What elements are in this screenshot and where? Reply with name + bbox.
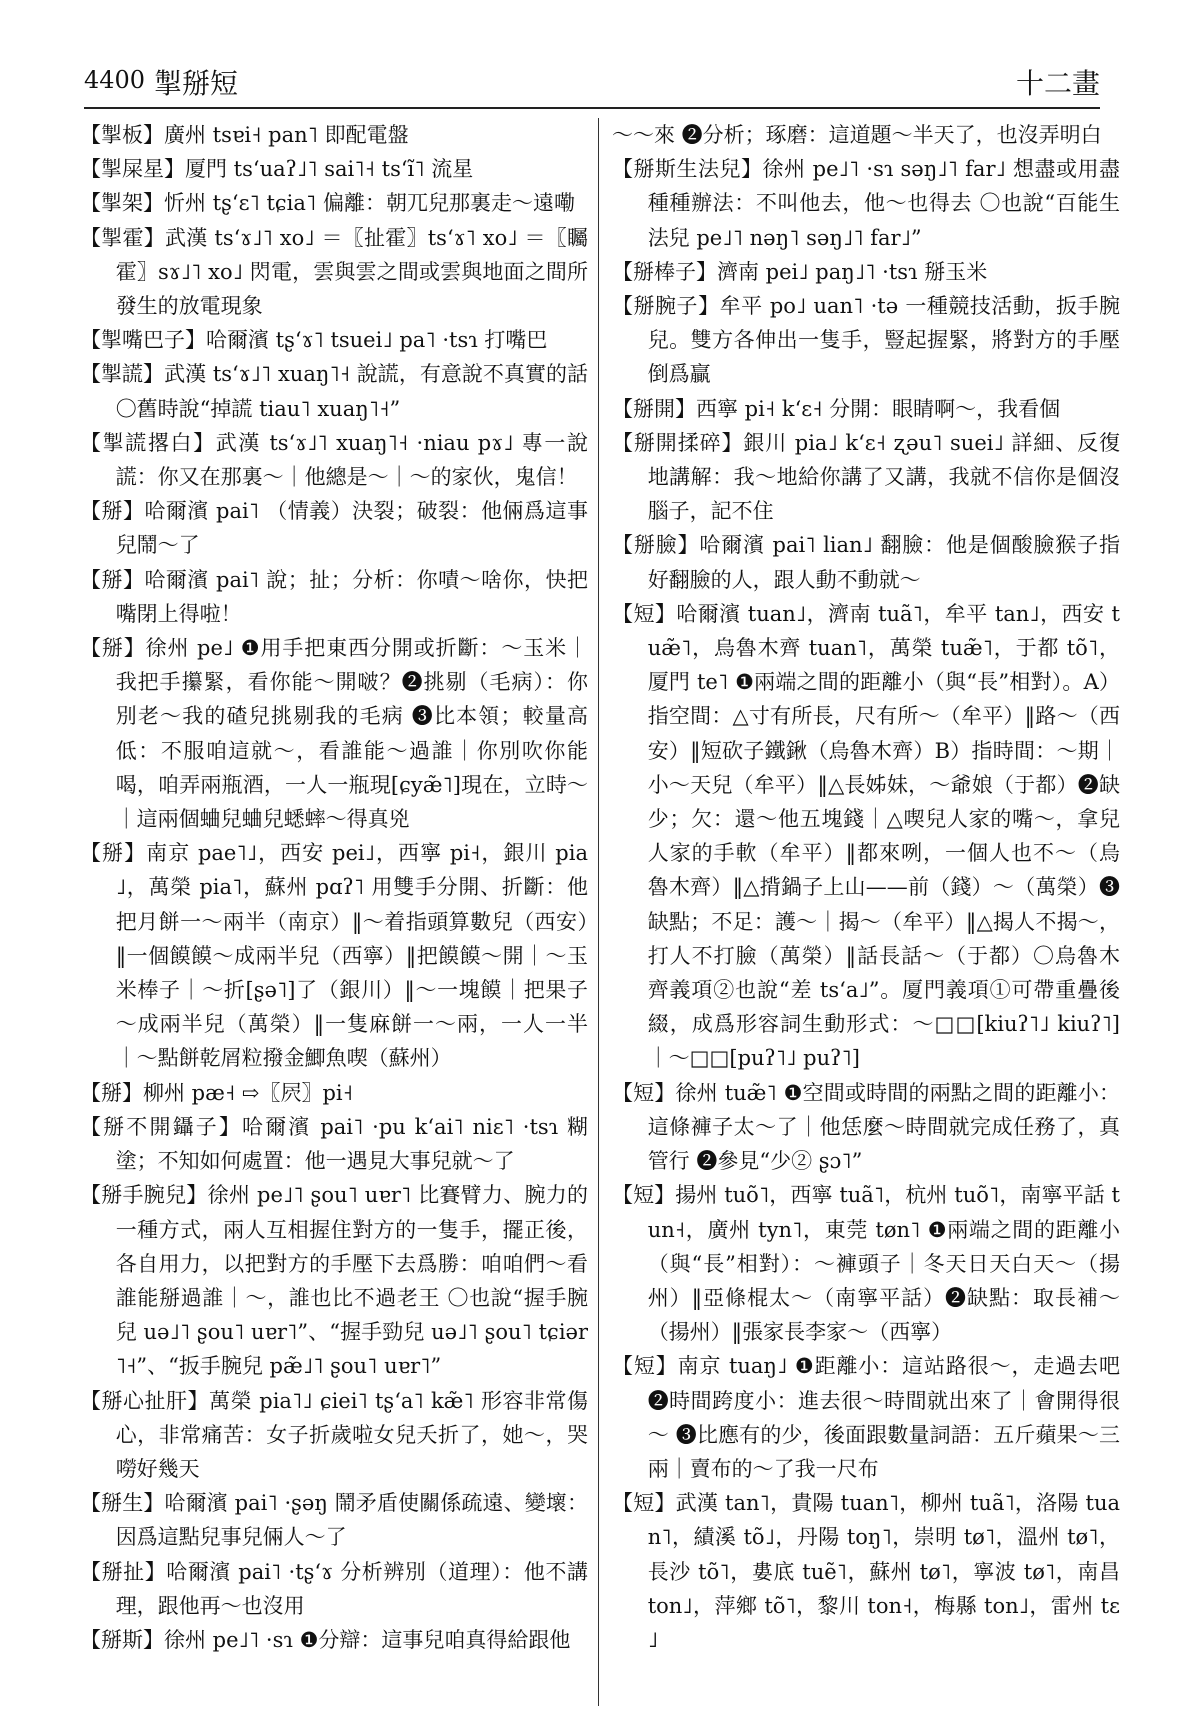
dictionary-entry: 【掰開揉碎】銀川 pia˩ kʻɛ˧ ʐəu˥ suei˩ 詳細、反復地講解：我～地給你講了又講，我就不信你是個沒腦子，記不住 bbox=[612, 430, 1120, 524]
dictionary-entry: 【掰不開鑷子】哈爾濱 pai˥ ·pu kʻai˥ niɛ˥ ·tsɿ 糊塗；不知如何處置：他一遇見大事兒就～了 bbox=[80, 1114, 588, 1174]
dictionary-entry: 【掣霍】武漢 tsʻɤ˩˥ xo˩ ＝〖扯霍〗tsʻɤ˥ xo˩ ＝〖矚霍〗sɤ˩˥ xo˩ 閃電，雲與雲之間或雲與地面之間所發生的放電現象 bbox=[80, 225, 588, 319]
dictionary-entry: 【掰】哈爾濱 pai˥ （情義）決裂；破裂：他倆爲這事兒鬧～了 bbox=[80, 499, 588, 558]
page-header bbox=[84, 60, 1100, 110]
stroke-count: 十二畫 bbox=[1015, 67, 1100, 100]
dictionary-entry: 【短】武漢 tan˥，貴陽 tuan˥，柳州 tuã˥，洛陽 tuan˥，績溪 tõ˩，丹陽 toŋ˥，崇明 tø˥，溫州 tø˥，長沙 tõ˥，婁底 tuẽ˥，蘇州 tø˥，寧波 tø˥，南昌 ton˩，萍鄉 tõ˥，黎川 ton˧，梅縣 ton˩，雷州 tɛ˩ bbox=[612, 1491, 1120, 1652]
dictionary-entry: 【掰】南京 pae˥˩，西安 pei˩，西寧 pi˧，銀川 pia˩，萬榮 pia˥，蘇州 pɑʔ˥ 用雙手分開、折斷：他把月餅一～兩半（南京）‖～着指頭算數兒（西安）‖一個饃饃～成兩半兒（西寧）‖把饃饃～開｜～玉米棒子｜～折[ʂə˥]了（銀川）‖～一塊饃｜把果子～成兩半兒（萬榮）‖一隻麻餅一～兩，一人一半｜～點餅乾屑粒撥金鯽魚喫（蘇州） bbox=[80, 841, 588, 1071]
page-number: 4400 bbox=[84, 66, 146, 94]
dictionary-entry: 【掰扯】哈爾濱 pai˥ ·tʂʻɤ 分析辨別（道理）：他不講理，跟他再～也沒用 bbox=[80, 1559, 588, 1618]
dictionary-entry: 【短】揚州 tuõ˥，西寧 tuã˥，杭州 tuõ˥，南寧平話 tun˧，廣州 tyn˥，東莞 tøn˥ ❶兩端之間的距離小（與“長”相對）：～褲頭子｜冬天日天白天～（揚州）‖亞條棍太～（南寧平話）❷缺點：取長補～（揚州）‖張家長李家～（西寧） bbox=[612, 1183, 1120, 1345]
dictionary-entry: 【掰生】哈爾濱 pai˥ ·ʂəŋ 鬧矛盾使關係疏遠、變壞：因爲這點兒事兒倆人～了 bbox=[80, 1491, 588, 1550]
dictionary-entry: 【掰斯】徐州 pe˩˥ ·sɿ ❶分辯：這事兒咱真得給跟他 bbox=[80, 1627, 571, 1652]
dictionary-entry: 【掣板】廣州 tsɐi˧ pan˥ 即配電盤 bbox=[80, 123, 409, 147]
header-rule bbox=[84, 107, 1100, 109]
dictionary-entry: 【掰棒子】濟南 pei˩ paŋ˩˥ ·tsɿ 掰玉米 bbox=[612, 259, 988, 284]
dictionary-entry: 【掰開】西寧 pi˧ kʻɛ˧ 分開：眼睛啊～，我看個 bbox=[612, 396, 1061, 421]
dictionary-entry: 【掰腕子】牟平 po˩ uan˥ ·tə 一種競技活動，扳手腕兒。雙方各伸出一隻手，豎起握緊，將對方的手壓倒爲贏 bbox=[612, 294, 1120, 387]
dictionary-entry: 【掰臉】哈爾濱 pai˥ lian˩ 翻臉：他是個酸臉猴子指好翻臉的人，跟人動不動就～ bbox=[612, 533, 1120, 592]
dictionary-entry: 【掰斯生法兒】徐州 pe˩˥ ·sɿ səŋ˩˥ far˩ 想盡或用盡種種辦法：不叫他去，他～也得去 〇也說“百能生法兒 pe˩˥ nəŋ˥ səŋ˩˥ far˩” bbox=[612, 157, 1120, 250]
dictionary-entry: 【短】南京 tuaŋ˩ ❶距離小：這站路很～，走過去吧 ❷時間跨度小：進去很～時間就出來了｜會開得很～ ❸比應有的少，後面跟數量詞語：五斤蘋果～三兩｜賣布的～了我一尺布 bbox=[612, 1354, 1120, 1481]
dictionary-entry: 【短】哈爾濱 tuan˩，濟南 tuã˥，牟平 tan˩，西安 tuæ̃˥，烏魯木齊 tuan˥，萬榮 tuæ̃˥，于都 tõ˥，厦門 te˥ ❶兩端之間的距離小（與“長”相對）。A）指空間：△寸有所長，尺有所～（牟平）‖路～（西安）‖短砍子鐵鍬（烏魯木齊）B）指時間：～期｜小～天兒（牟平）‖△長姊妹，～爺娘（于都）❷缺少；欠：還～他五塊錢｜△喫兒人家的嘴～，拿兒人家的手軟（牟平）‖都來咧，一個人也不～（烏魯木齊）‖△揹鍋子上山——前（錢）～（萬榮）❸缺點；不足：護～｜揭～（牟平）‖△揭人不揭～，打人不打臉（萬榮）‖話長話～（于都）〇烏魯木齊義項②也說“差 tsʻa˩”。厦門義項①可帶重疊後綴，成爲形容詞生動形式：～□□[kiuʔ˥˩ kiuʔ˥]｜～□□[puʔ˥˩ puʔ˥] bbox=[612, 601, 1120, 1071]
dictionary-entry: 【掣架】忻州 tʂʻɛ˥ tɕia˥ 偏離：朝兀兒那裏走～遠嘞 bbox=[80, 191, 575, 216]
dictionary-entry: 【掣屎星】厦門 tsʻuaʔ˩˥ sai˥˧ tsʻĩ˥ 流星 bbox=[80, 157, 474, 182]
dictionary-entry: 【掣謊】武漢 tsʻɤ˩˥ xuaŋ˥˧ 說謊，有意說不真實的話 〇舊時說“掉謊 tiau˥ xuaŋ˥˧” bbox=[80, 362, 588, 421]
dictionary-entry: 【掰心扯肝】萬榮 pia˥˩ ɕiei˥ tʂʻa˥ kæ̃˥ 形容非常傷心，非常痛苦：女子折歲啦女兒夭折了，她～，哭嘮好幾天 bbox=[80, 1388, 588, 1481]
right-column bbox=[612, 118, 1120, 1708]
page-title: 掣掰短 bbox=[154, 67, 239, 100]
dictionary-entry: 【掰手腕兒】徐州 pe˩˥ ʂou˥ uɐr˥ 比賽臂力、腕力的一種方式，兩人互相握住對方的一隻手，擺正後，各自用力，以把對方的手壓下去爲勝：咱咱們～看誰能掰過誰｜～，誰也比不過老王 〇也說“握手腕兒 uə˩˥ ʂou˥ uɐr˥”、“握手勁兒 uə˩˥ ʂou˥ tɕiər˥˧”、“扳手腕兒 pæ̃˩˥ ʂou˥ uɐr˥” bbox=[80, 1183, 588, 1379]
dictionary-entry: 【掰】柳州 pæ˧ ⇨〖屄〗pi˧ bbox=[80, 1080, 353, 1105]
column-divider bbox=[598, 118, 599, 1706]
dictionary-entry: 【掰】哈爾濱 pai˥ 說；扯；分析：你嘖～啥你，快把嘴閉上得啦！ bbox=[80, 567, 588, 626]
left-column bbox=[80, 118, 588, 1708]
dictionary-entry: ～～來 ❷分析；琢磨：這道題～半天了，也沒弄明白 bbox=[612, 123, 1102, 147]
dictionary-entry: 【掰】徐州 pe˩ ❶用手把東西分開或折斷：～玉米｜我把手攥緊，看你能～開啵？❷挑剔（毛病）：你別老～我的碴兒挑剔我的毛病 ❸比本領；較量高低：不服咱這就～，看誰能～過誰｜你別吹你能喝，咱弄兩瓶酒，一人一瓶現[ɕyæ̃˥]現在，立時～｜這兩個蛐兒蛐兒蟋蟀～得真兇 bbox=[80, 636, 588, 832]
dictionary-entry: 【短】徐州 tuæ̃˥ ❶空間或時間的兩點之間的距離小：這條褲子太～了｜他恁麼～時間就完成任務了，真管行 ❷參見“少② ʂɔ˥” bbox=[612, 1080, 1120, 1174]
dictionary-entry: 【掣嘴巴子】哈爾濱 tʂʻɤ˥ tsuei˩ pa˥ ·tsɿ 打嘴巴 bbox=[80, 328, 548, 353]
dictionary-entry: 【掣謊撂白】武漢 tsʻɤ˩˥ xuaŋ˥˧ ·niau pɤ˩ 專一說謊：你又在那裏～｜他總是～｜～的家伙，鬼信！ bbox=[80, 430, 588, 490]
